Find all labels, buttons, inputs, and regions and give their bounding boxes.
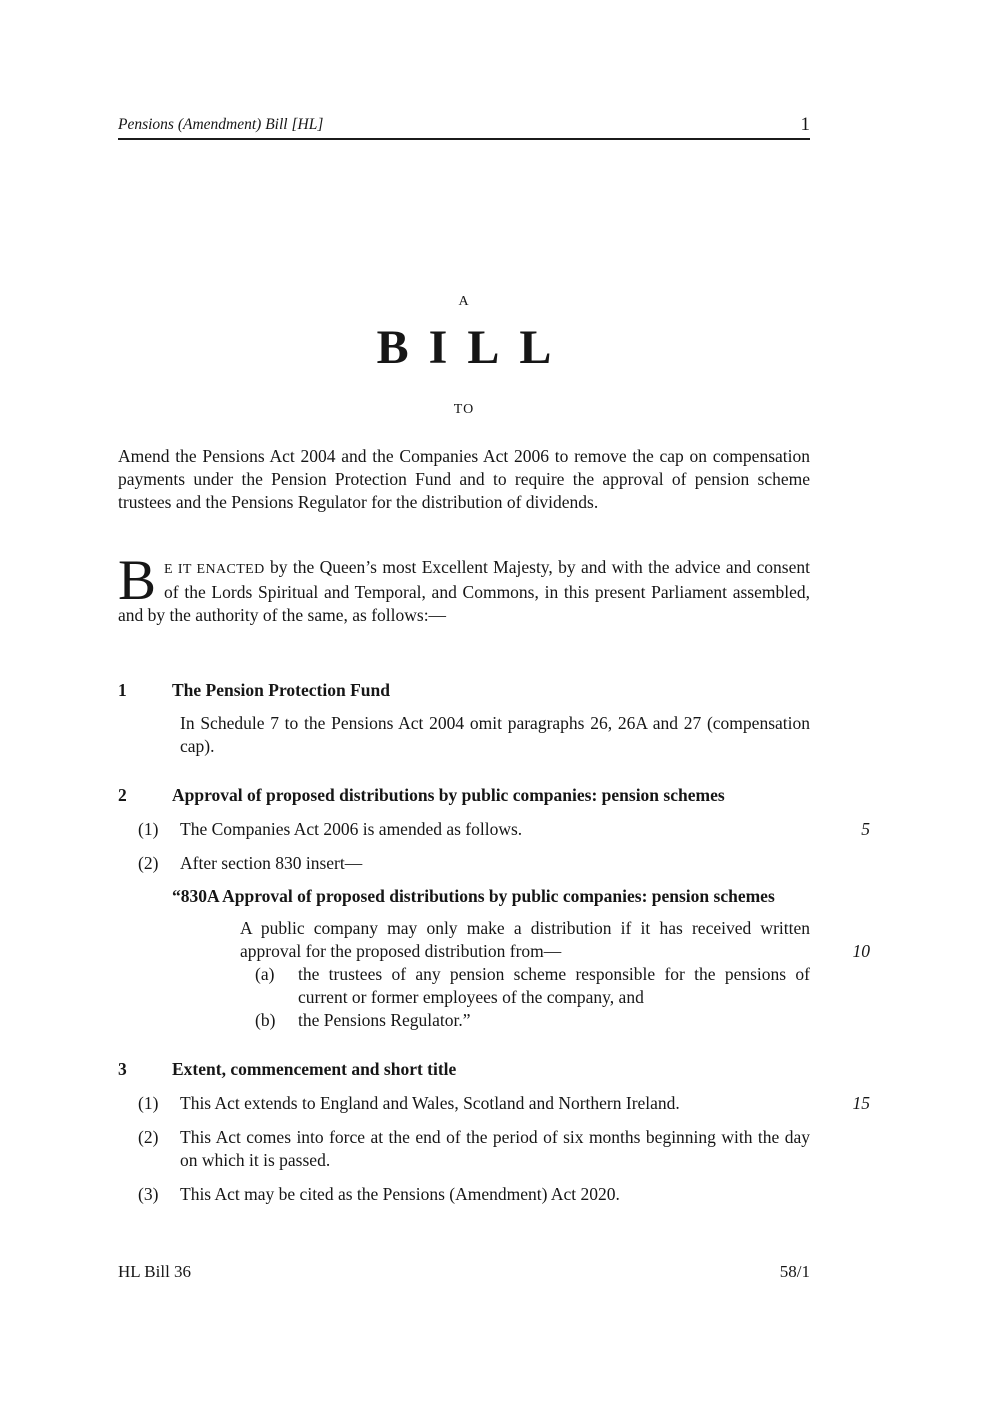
item-text: the trustees of any pension scheme responsible for the pensions of current or former employees of the company, and	[298, 964, 810, 1007]
section-2-subsection-1	[118, 818, 870, 841]
subsection-text: After section 830 insert—	[180, 853, 363, 873]
section-2-heading	[118, 784, 810, 807]
inserted-section-heading	[172, 885, 810, 908]
section-3-number: 3	[118, 1059, 127, 1079]
running-title: Pensions (Amendment) Bill [HL]	[118, 116, 324, 133]
line-number-10: 10	[852, 941, 870, 961]
masthead-to-label: TO	[453, 402, 475, 417]
enacting-smallcaps: E IT ENACTED	[164, 562, 265, 577]
page-number: 1	[800, 114, 810, 135]
page-header	[118, 115, 810, 135]
subsection-text: The Companies Act 2006 is amended as follows.	[180, 819, 523, 839]
inserted-section-body-text: A public company may only make a distribution if it has received written approval for the proposed distribution from—	[240, 918, 810, 961]
subsection-marker: (2)	[138, 853, 159, 873]
footer-session-number: 58/1	[779, 1262, 810, 1281]
section-3-heading	[118, 1058, 810, 1081]
inserted-item-b	[255, 1009, 810, 1032]
section-3	[0, 1058, 991, 1206]
inserted-section-title: Approval of proposed distributions by public companies: pension schemes	[222, 886, 775, 906]
line-number-15: 15	[852, 1093, 870, 1113]
section-1-title: The Pension Protection Fund	[172, 680, 390, 700]
section-3-subsection-1	[118, 1092, 870, 1115]
subsection-text: This Act extends to England and Wales, Scotland and Northern Ireland.	[180, 1093, 680, 1113]
masthead-a-label: A	[458, 294, 470, 309]
item-marker: (b)	[255, 1010, 276, 1030]
page-footer	[118, 1260, 810, 1283]
inserted-section-number: “830A	[172, 886, 219, 906]
section-2-number: 2	[118, 785, 127, 805]
section-3-subsection-2	[118, 1126, 810, 1172]
section-3-subsection-3	[118, 1183, 810, 1206]
masthead	[118, 293, 810, 419]
subsection-text: This Act comes into force at the end of the period of six months beginning with the day on which it is passed.	[180, 1127, 810, 1170]
section-2-subsection-2	[118, 852, 810, 875]
bill-title: BILL	[376, 321, 572, 374]
footer-bill-number: HL Bill 36	[118, 1262, 192, 1281]
subsection-marker: (1)	[138, 1093, 159, 1113]
enacting-text: by the Queen’s most Excellent Majesty, by and with the advice and consent of the Lords Spiritual and Temporal, and Commons, in this present Parliament assembled, and by the authority of the same, as follows:—	[118, 557, 810, 625]
long-title: Amend the Pensions Act 2004 and the Companies Act 2006 to remove the cap on compensation payments under the Pension Protection Fund and to require the approval of pension scheme trustees and the Pensions Regulator for the distribution of dividends.	[118, 446, 810, 512]
section-2-title: Approval of proposed distributions by public companies: pension schemes	[172, 785, 725, 805]
drop-cap: B	[118, 549, 157, 612]
section-3-title: Extent, commencement and short title	[172, 1059, 457, 1079]
subsection-text: This Act may be cited as the Pensions (Amendment) Act 2020.	[180, 1184, 620, 1204]
section-1	[0, 679, 991, 758]
section-1-heading	[118, 679, 810, 702]
enacting-clause	[118, 549, 810, 627]
header-rule	[118, 138, 810, 140]
section-2	[0, 784, 991, 1032]
inserted-item-a	[255, 963, 810, 1009]
subsection-marker: (3)	[138, 1184, 159, 1204]
section-1-body: In Schedule 7 to the Pensions Act 2004 omit paragraphs 26, 26A and 27 (compensation cap).	[180, 713, 810, 756]
subsection-marker: (1)	[138, 819, 159, 839]
item-text: the Pensions Regulator.”	[298, 1010, 471, 1030]
inserted-section-body	[240, 917, 870, 963]
line-number-5: 5	[861, 819, 870, 839]
subsection-marker: (2)	[138, 1127, 159, 1147]
section-1-number: 1	[118, 680, 127, 700]
item-marker: (a)	[255, 964, 275, 984]
